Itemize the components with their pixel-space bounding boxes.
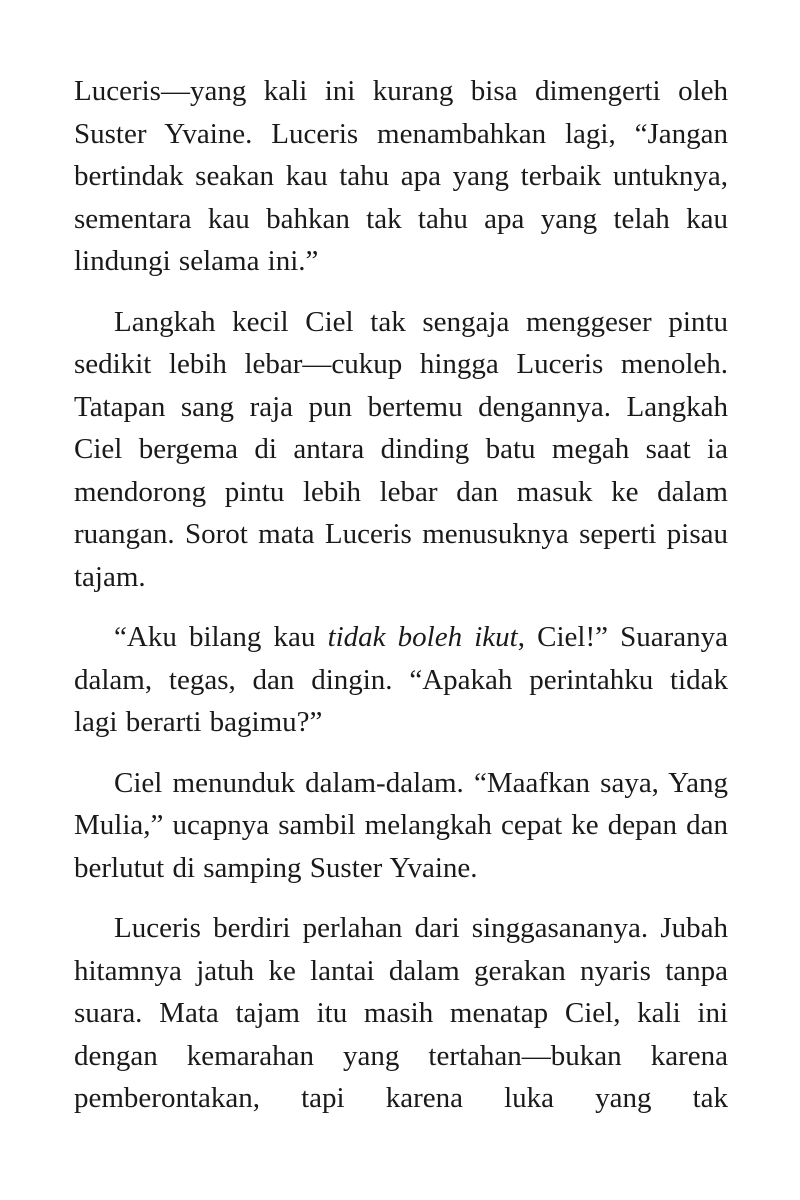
paragraph-3 <box>74 616 728 744</box>
paragraph-2-text: Langkah kecil Ciel tak sengaja menggeser pintu sedikit lebih lebar—cukup hingga Luceris menoleh. Tatapan sang raja pun bertemu dengannya. Langkah Ciel bergema di antara dinding batu megah saat ia mendorong pintu lebih lebar dan masuk ke dalam ruangan. Sorot mata Luceris menusuknya seperti pisau tajam. <box>74 305 728 593</box>
paragraph-3-text-start: “Aku bilang kau <box>114 621 328 653</box>
paragraph-3-text-end: , Ciel!” Suaranya dalam, tegas, dan dingin. “Apakah perintahku tidak lagi berarti bagimu?” <box>74 621 729 738</box>
paragraph-5-text: Luceris berdiri perlahan dari singgasananya. Jubah hitamnya jatuh ke lantai dalam gerakan nyaris tanpa suara. Mata tajam itu masih menatap Ciel, kali ini dengan kemarahan yang tertahan—bukan karena pemberontakan, tapi karena luka yang tak <box>74 912 728 1114</box>
book-page <box>74 70 728 1138</box>
paragraph-1 <box>74 70 728 283</box>
paragraph-1-text: Luceris—yang kali ini kurang bisa dimengerti oleh Suster Yvaine. Luceris menambahkan lagi, “Jangan bertindak seakan kau tahu apa yang terbaik untuknya, sementara kau bahkan tak tahu apa yang telah kau lindungi selama ini.” <box>74 75 728 277</box>
paragraph-2 <box>74 301 728 599</box>
paragraph-3-italic-phrase: tidak boleh ikut <box>327 621 518 653</box>
paragraph-4 <box>74 762 728 890</box>
paragraph-4-text: Ciel menunduk dalam-dalam. “Maafkan saya, Yang Mulia,” ucapnya sambil melangkah cepat ke depan dan berlutut di samping Suster Yvaine. <box>74 766 728 884</box>
paragraph-5 <box>74 907 728 1120</box>
